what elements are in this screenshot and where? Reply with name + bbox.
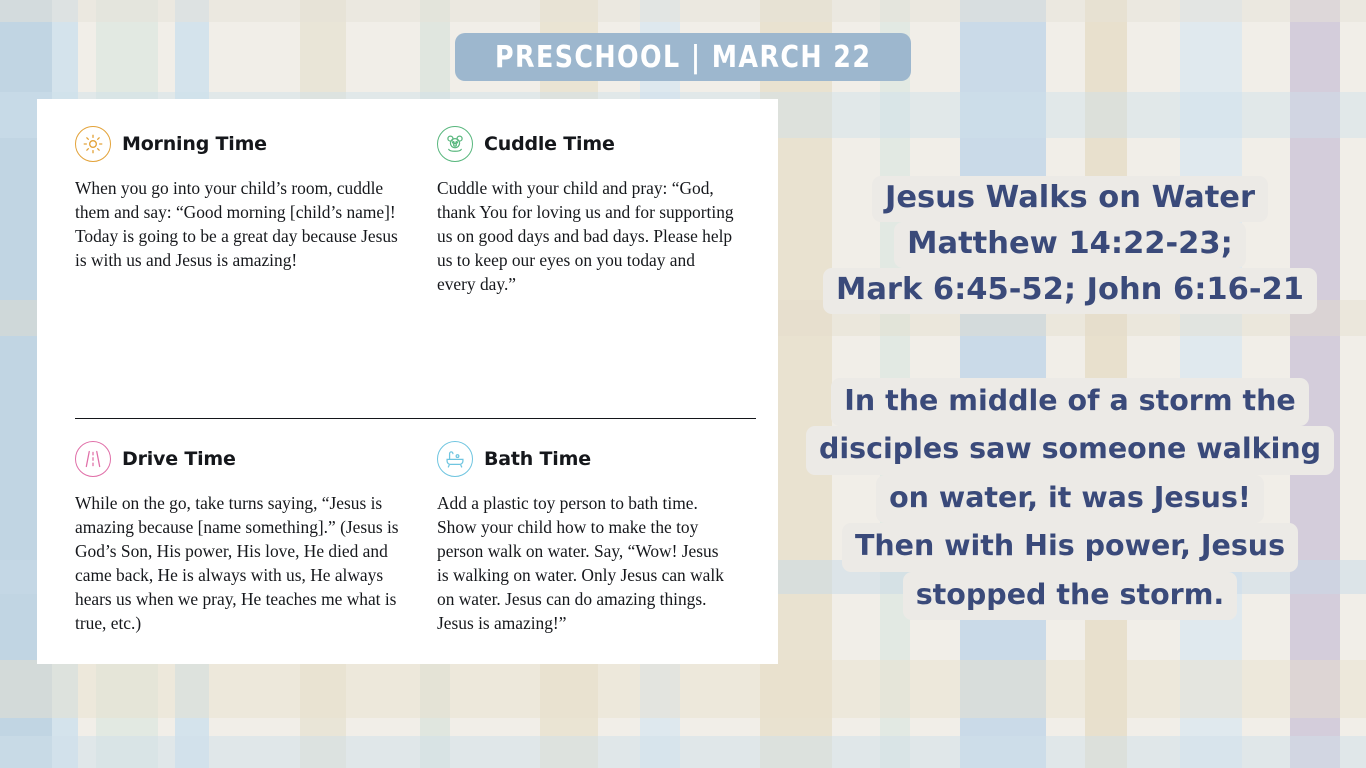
section-title: Bath Time <box>484 448 591 470</box>
section-title: Cuddle Time <box>484 133 615 155</box>
section-drive-time <box>75 419 437 644</box>
story-summary <box>790 378 1350 620</box>
teddy-bear-icon <box>437 126 473 162</box>
summary-line: on water, it was Jesus! <box>876 475 1264 523</box>
section-body: While on the go, take turns saying, “Jesus is amazing because [name something].” (Jesus is God’s Son, His power, His love, He died and came back, He is always with us, He always hears us when we pray, He teaches me what is true, etc.) <box>75 493 399 634</box>
summary-line: stopped the storm. <box>903 572 1238 620</box>
scripture-line: Jesus Walks on Water <box>872 176 1268 222</box>
section-title: Morning Time <box>122 133 267 155</box>
summary-line: Then with His power, Jesus <box>842 523 1298 571</box>
section-title: Drive Time <box>122 448 236 470</box>
road-icon <box>75 441 111 477</box>
section-morning-time <box>75 126 437 419</box>
scripture-reference <box>800 176 1340 314</box>
section-header <box>75 126 415 162</box>
activities-card <box>37 99 778 664</box>
section-header <box>437 126 734 162</box>
bathtub-icon <box>437 441 473 477</box>
section-body: Cuddle with your child and pray: “God, thank You for loving us and for supporting us on good days and bad days. Please help us to keep our eyes on you today and every day.” <box>437 178 734 295</box>
sun-icon <box>75 126 111 162</box>
page-title: PRESCHOOL | MARCH 22 <box>494 39 872 75</box>
section-body: Add a plastic toy person to bath time. Show your child how to make the toy person walk on water. Say, “Wow! Jesus is walking on water. Only Jesus can walk on water. Jesus can do amazing things. Jesus is amazing!” <box>437 493 724 634</box>
summary-line: In the middle of a storm the <box>831 378 1308 426</box>
slide-title-pill <box>455 33 911 81</box>
section-bath-time <box>437 419 756 644</box>
section-header <box>75 441 415 477</box>
section-body: When you go into your child’s room, cuddle them and say: “Good morning [child’s name]! Today is going to be a great day because Jesus is with us and Jesus is amazing! <box>75 178 398 271</box>
summary-line: disciples saw someone walking <box>806 426 1334 474</box>
scripture-line: Matthew 14:22-23; <box>894 222 1246 268</box>
scripture-line: Mark 6:45-52; John 6:16-21 <box>823 268 1317 314</box>
section-cuddle-time <box>437 126 756 419</box>
section-header <box>437 441 734 477</box>
